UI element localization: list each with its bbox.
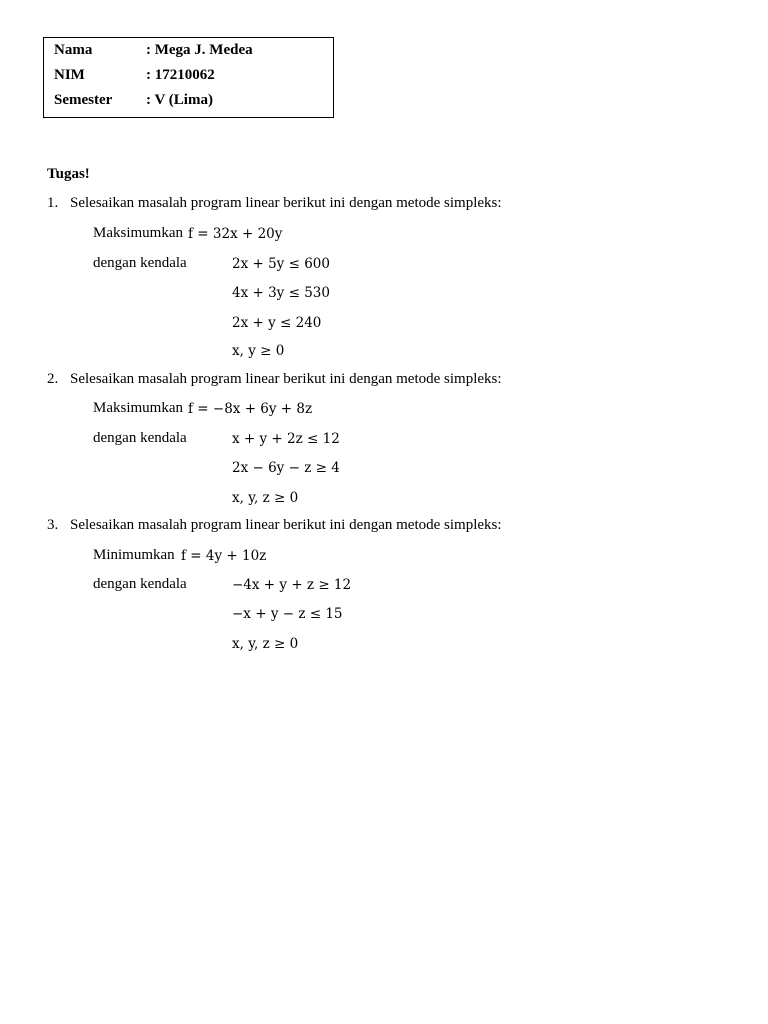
nonnegativity-constraint: x, y, z ≥ 0 [232, 636, 299, 652]
constraint: x + y + 2z ≤ 12 [232, 431, 340, 447]
objective-function: f = 4y + 10z [181, 548, 267, 564]
constraint-label: dengan kendala [93, 255, 187, 271]
problem-number: 2. [47, 371, 59, 387]
name-value: : Mega J. Medea [146, 42, 253, 58]
objective-label: Minimumkan [93, 547, 175, 563]
problem-instruction: Selesaikan masalah program linear berikut ini dengan metode simpleks: [70, 195, 502, 211]
student-info-box [43, 37, 334, 118]
problem-number: 3. [47, 517, 59, 533]
problem-instruction: Selesaikan masalah program linear berikut ini dengan metode simpleks: [70, 371, 502, 387]
name-label: Nama [54, 42, 93, 58]
constraint: 2x − 6y − z ≥ 4 [232, 460, 340, 476]
constraint: 2x + y ≤ 240 [232, 315, 322, 331]
problem-number: 1. [47, 195, 59, 211]
objective-label: Maksimumkan [93, 225, 183, 241]
nonnegativity-constraint: x, y ≥ 0 [232, 343, 285, 359]
assignment-heading: Tugas! [47, 166, 90, 182]
constraint-label: dengan kendala [93, 576, 187, 592]
nim-label: NIM [54, 67, 85, 83]
problem-instruction: Selesaikan masalah program linear berikut ini dengan metode simpleks: [70, 517, 502, 533]
nim-value: : 17210062 [146, 67, 215, 83]
nonnegativity-constraint: x, y, z ≥ 0 [232, 490, 299, 506]
constraint: 4x + 3y ≤ 530 [232, 285, 330, 301]
constraint: 2x + 5y ≤ 600 [232, 256, 330, 272]
constraint: −4x + y + z ≥ 12 [232, 577, 352, 593]
semester-value: : V (Lima) [146, 92, 213, 108]
semester-label: Semester [54, 92, 113, 108]
constraint: −x + y − z ≤ 15 [232, 606, 343, 622]
objective-function: f = 32x + 20y [188, 226, 283, 242]
objective-function: f = −8x + 6y + 8z [188, 401, 313, 417]
objective-label: Maksimumkan [93, 400, 183, 416]
constraint-label: dengan kendala [93, 430, 187, 446]
